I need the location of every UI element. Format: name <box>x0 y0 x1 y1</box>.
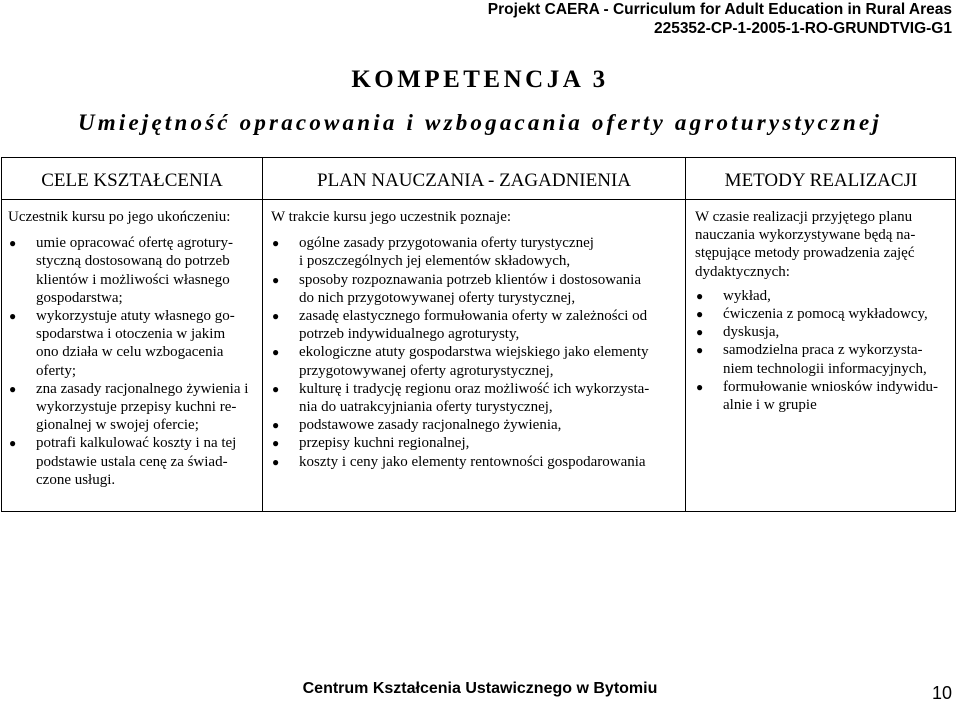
methods-item <box>695 323 953 341</box>
header-code: 225352-CP-1-2005-1-RO-GRUNDTVIG-G1 <box>653 20 952 37</box>
methods-item <box>695 305 953 323</box>
methods-lead-line: W czasie realizacji przyjętego planu <box>695 209 913 225</box>
plan-item-line: podstawowe zasady racjonalnego żywienia, <box>299 417 562 434</box>
methods-item-line: ćwiczenia z pomocą wykładowcy, <box>723 306 928 323</box>
document-header <box>488 0 952 38</box>
goals-list <box>8 234 260 489</box>
bullet-icon: ● <box>9 381 17 396</box>
plan-item-line: do nich przygotowywanej oferty turystycznej, <box>299 289 576 306</box>
plan-item-line: ekologiczne atuty gospodarstwa wiejskiego jako elementy <box>299 344 649 361</box>
methods-item-line: niem technologii informacyjnych, <box>723 360 927 377</box>
goals-item-line: spodarstwa i otoczenia w jakim <box>36 326 226 343</box>
page-number: 10 <box>931 683 952 703</box>
plan-item <box>271 416 683 434</box>
goals-item-line: podstawie ustala cenę za świad- <box>36 453 228 470</box>
methods-item <box>695 378 953 414</box>
goals-cell <box>8 208 260 489</box>
plan-item-line: koszty i ceny jako elementy rentowności gospodarowania <box>299 453 646 470</box>
plan-item-line: ogólne zasady przygotowania oferty turystycznej <box>299 235 594 252</box>
goals-item-line: klientów i możliwości własnego <box>36 271 230 288</box>
bullet-icon: ● <box>272 418 280 433</box>
goals-lead: Uczestnik kursu po jego ukończeniu: <box>8 209 231 225</box>
methods-item-line: dyskusja, <box>723 324 780 341</box>
plan-item-line: i poszczególnych jej elementów składowych, <box>299 253 571 270</box>
methods-item <box>695 287 953 305</box>
methods-item-line: formułowanie wniosków indywidu- <box>723 378 938 395</box>
goals-item-line: potrafi kalkulować koszty i na tej <box>36 435 237 452</box>
column-header-methods: METODY REALIZACJI <box>724 170 918 191</box>
methods-item-line: samodzielna praca z wykorzysta- <box>723 342 923 359</box>
plan-item-line: nia do uatrakcyjniania oferty turystycznej, <box>299 399 553 416</box>
bullet-icon: ● <box>272 309 280 324</box>
bullet-icon: ● <box>9 309 17 324</box>
plan-item <box>271 234 683 270</box>
goals-item-line: czone usługi. <box>36 471 116 488</box>
goals-item-line: oferty; <box>36 362 76 379</box>
bullet-icon: ● <box>9 436 17 451</box>
goals-item-line: wykorzystuje przepisy kuchni re- <box>36 399 237 416</box>
bullet-icon: ● <box>696 379 704 394</box>
column-header-plan: PLAN NAUCZANIA - ZAGADNIENIA <box>317 170 631 191</box>
column-divider <box>262 158 263 511</box>
footer-institution: Centrum Kształcenia Ustawicznego w Bytomiu <box>302 680 658 697</box>
plan-item <box>271 343 683 379</box>
bullet-icon: ● <box>696 325 704 340</box>
methods-cell <box>695 208 953 414</box>
competency-subtitle: Umiejętność opracowania i wzbogacania oferty agroturystycznej <box>77 110 883 135</box>
plan-item <box>271 434 683 452</box>
plan-item-line: potrzeb indywidualnego agroturysty, <box>299 326 520 343</box>
header-project: Projekt CAERA - Curriculum for Adult Education in Rural Areas <box>487 1 952 18</box>
methods-item-line: alnie i w grupie <box>723 397 817 414</box>
goals-item-line: ono działa w celu wzbogacenia <box>36 344 224 361</box>
methods-item-line: wykład, <box>723 287 771 304</box>
goals-item <box>8 234 260 307</box>
methods-item <box>695 341 953 377</box>
goals-item <box>8 307 260 380</box>
goals-item-line: umie opracować ofertę agrotury- <box>36 235 233 252</box>
methods-lead <box>695 208 953 281</box>
plan-item-line: kulturę i tradycję regionu oraz możliwość ich wykorzysta- <box>299 380 650 397</box>
bullet-icon: ● <box>696 288 704 303</box>
goals-item-line: styczną dostosowaną do potrzeb <box>36 253 230 270</box>
plan-item-line: przepisy kuchni regionalnej, <box>299 435 470 452</box>
competency-title: KOMPETENCJA 3 <box>351 66 609 93</box>
plan-item <box>271 453 683 471</box>
bullet-icon: ● <box>272 454 280 469</box>
bullet-icon: ● <box>272 345 280 360</box>
goals-item <box>8 434 260 489</box>
plan-item-line: przygotowywanej oferty agroturystycznej, <box>299 362 554 379</box>
plan-item-line: sposoby rozpoznawania potrzeb klientów i dostosowania <box>299 271 642 288</box>
methods-lead-line: stępujące metody prowadzenia zajęć <box>695 245 915 262</box>
goals-item-line: gospodarstwa; <box>36 289 123 306</box>
plan-item <box>271 380 683 416</box>
bullet-icon: ● <box>272 436 280 451</box>
bullet-icon: ● <box>272 272 280 287</box>
bullet-icon: ● <box>9 236 17 251</box>
curriculum-table <box>1 157 956 512</box>
goals-item <box>8 380 260 435</box>
methods-lead-line: nauczania wykorzystywane będą na- <box>695 227 916 244</box>
plan-item <box>271 271 683 307</box>
goals-item-line: wykorzystuje atuty własnego go- <box>36 308 235 325</box>
methods-lead-line: dydaktycznych: <box>695 263 790 280</box>
plan-item-line: zasadę elastycznego formułowania oferty w zależności od <box>299 308 648 325</box>
bullet-icon: ● <box>272 236 280 251</box>
plan-lead: W trakcie kursu jego uczestnik poznaje: <box>271 209 512 225</box>
plan-item <box>271 307 683 343</box>
bullet-icon: ● <box>272 381 280 396</box>
column-header-goals: CELE KSZTAŁCENIA <box>41 170 223 191</box>
plan-cell <box>271 208 683 471</box>
goals-item-line: zna zasady racjonalnego żywienia i <box>36 380 249 397</box>
bullet-icon: ● <box>696 343 704 358</box>
plan-list <box>271 234 683 471</box>
methods-list <box>695 287 953 414</box>
header-divider <box>2 199 955 200</box>
column-divider <box>685 158 686 511</box>
goals-item-line: gionalnej w swojej ofercie; <box>36 417 199 434</box>
bullet-icon: ● <box>696 307 704 322</box>
